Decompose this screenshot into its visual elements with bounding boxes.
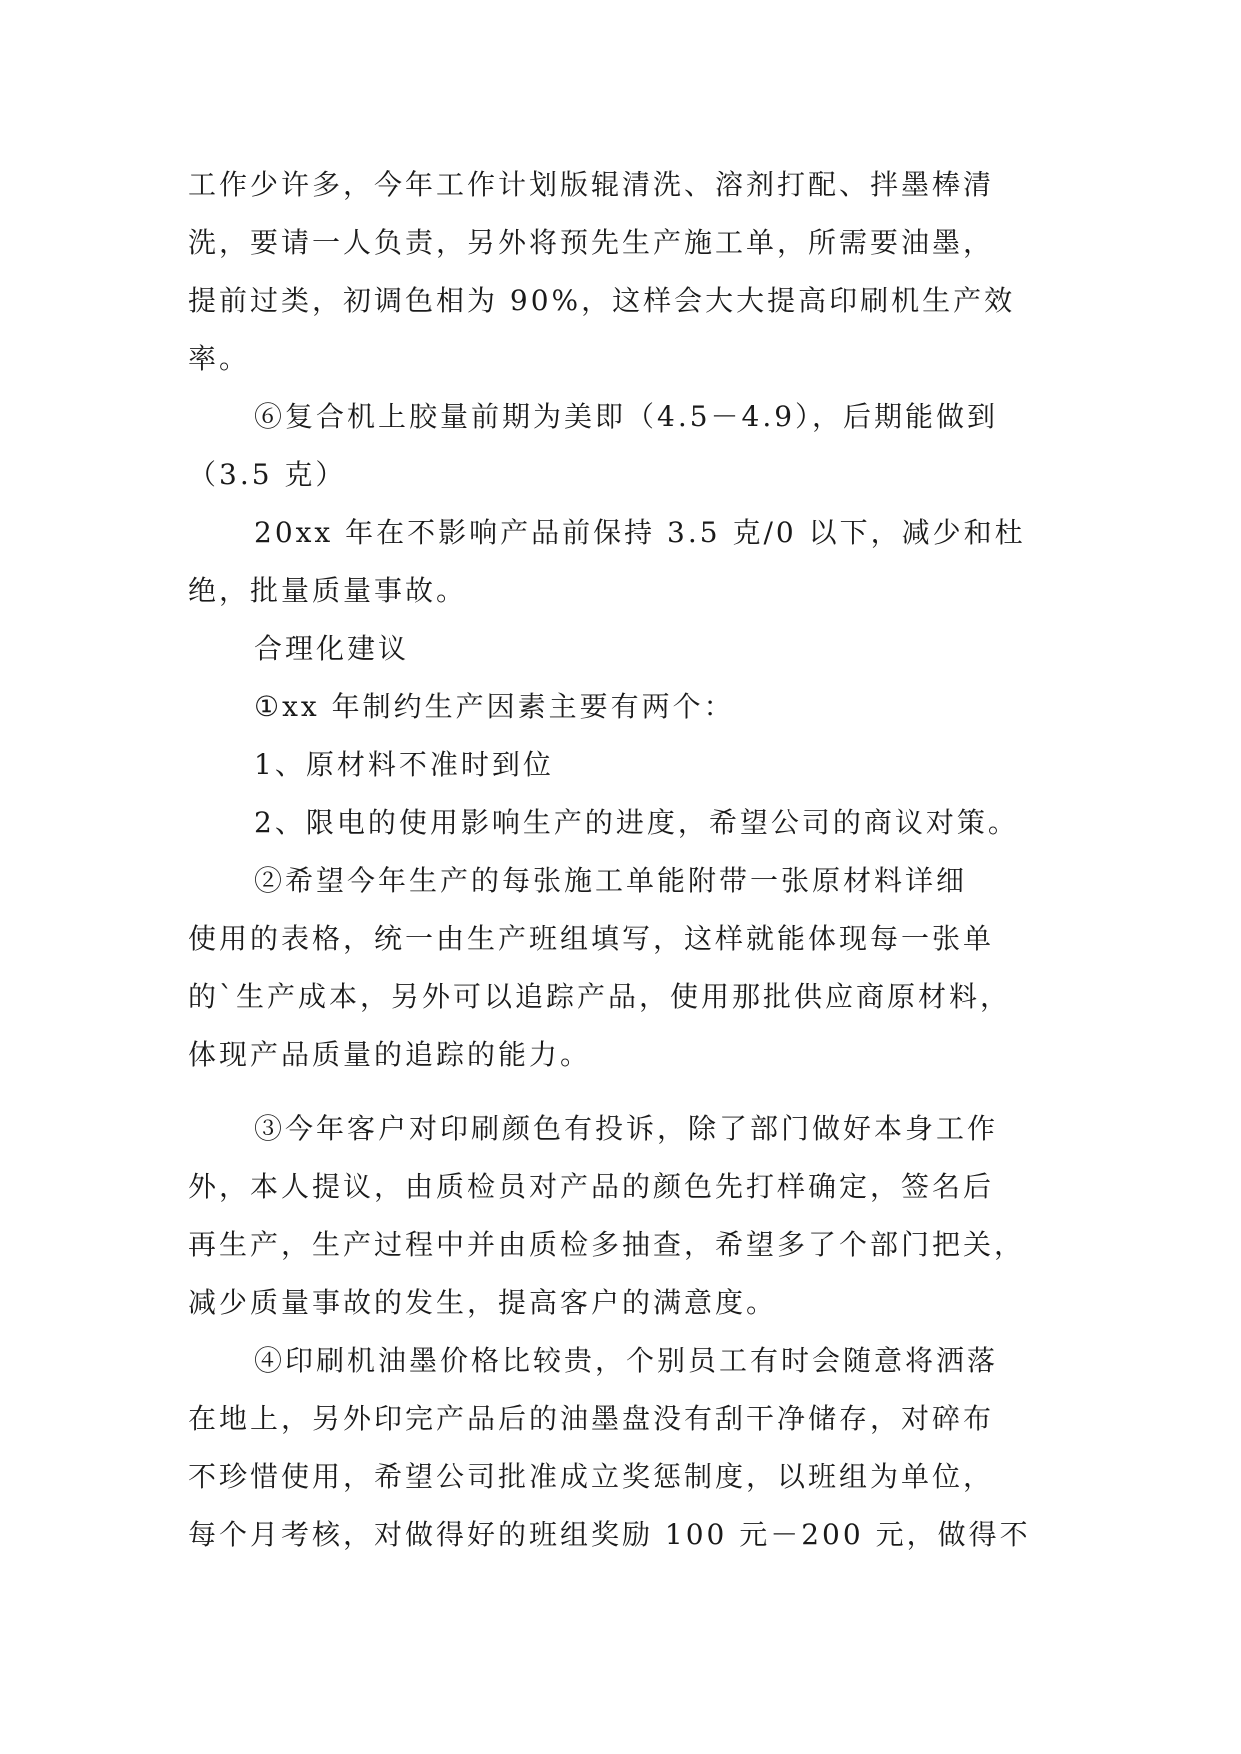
text-line: 再生产，生产过程中并由质检多抽查，希望多了个部门把关， [188,1228,1026,1261]
text-line: ③今年客户对印刷颜色有投诉，除了部门做好本身工作 [254,1112,999,1145]
text-line: ②希望今年生产的每张施工单能附带一张原材料详细 [254,864,968,897]
text-line: 提前过类，初调色相为 90%，这样会大大提高印刷机生产效 [188,284,1016,317]
text-line: ①xx 年制约生产因素主要有两个： [254,690,735,723]
text-line: 的`生产成本，另外可以追踪产品，使用那批供应商原材料， [188,980,1012,1013]
text-line: 体现产品质量的追踪的能力。 [188,1038,592,1071]
text-line: 在地上，另外印完产品后的油墨盘没有刮干净储存，对碎布 [188,1402,995,1435]
text-line: 使用的表格，统一由生产班组填写，这样就能体现每一张单 [188,922,995,955]
text-line: ④印刷机油墨价格比较贵，个别员工有时会随意将洒落 [254,1344,999,1377]
text-line: 绝，批量质量事故。 [188,574,468,607]
text-line: 20xx 年在不影响产品前保持 3.5 克/0 以下，减少和杜 [254,516,1026,549]
section-heading: 合理化建议 [254,632,410,665]
text-line: 不珍惜使用，希望公司批准成立奖惩制度，以班组为单位， [188,1460,995,1493]
text-line: （3.5 克） [188,458,347,491]
text-line: 洗，要请一人负责，另外将预先生产施工单，所需要油墨， [188,226,995,259]
text-line: ⑥复合机上胶量前期为美即（4.5－4.9），后期能做到 [254,400,999,433]
text-line: 每个月考核，对做得好的班组奖励 100 元－200 元，做得不 [188,1518,1031,1551]
list-item: 1、原材料不准时到位 [254,748,554,781]
text-line: 工作少许多，今年工作计划版辊清洗、溶剂打配、拌墨棒清 [188,168,995,201]
text-line: 减少质量事故的发生，提高客户的满意度。 [188,1286,778,1319]
text-line: 外，本人提议，由质检员对产品的颜色先打样确定，签名后 [188,1170,995,1203]
list-item: 2、限电的使用影响生产的进度，希望公司的商议对策。 [254,806,1019,839]
text-line: 率。 [188,342,251,375]
